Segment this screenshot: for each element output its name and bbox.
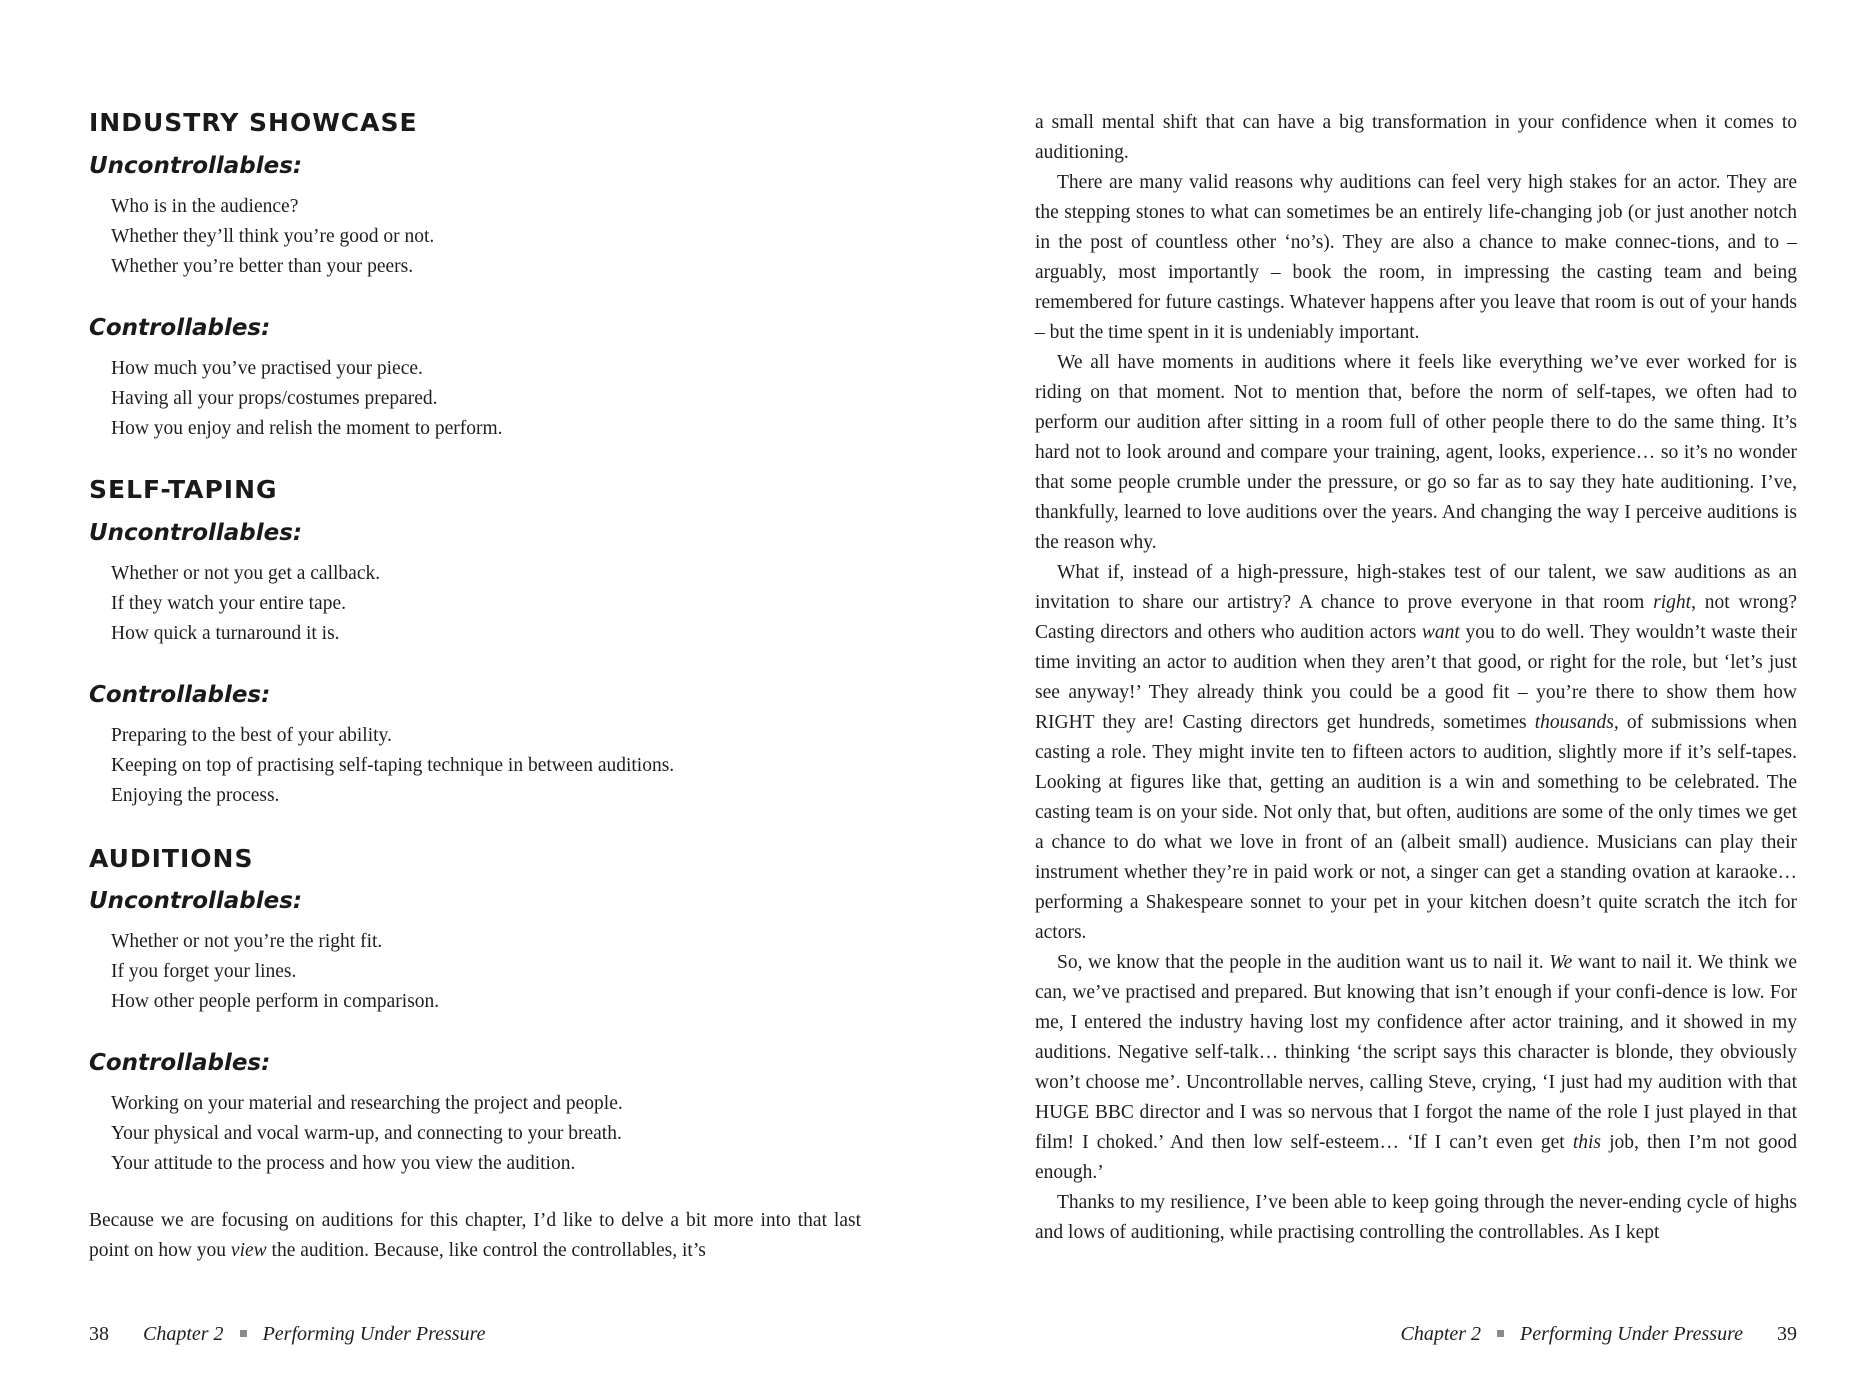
text-run: We all have moments in auditions where it feels like everything we’ve ever worked for is riding on that moment. Not to mention that, before the norm of self-tapes, we often had to perform our audition after sitting in a room full of other people there to do the same thing. It’s hard not to look around and compare your training, agent, looks, experience… so it’s no wonder that some people crumble under the pressure, or go so far as to say they hate auditioning. I’ve, thankfully, learned to love auditions over the years. And changing the way I perceive auditions is the reason why. bbox=[1035, 352, 1797, 553]
controllables-list bbox=[89, 1089, 623, 1179]
page-number: 39 bbox=[1777, 1323, 1797, 1345]
list-item: Working on your material and researching the project and people. bbox=[111, 1093, 623, 1114]
controllables-list bbox=[89, 721, 674, 811]
body-paragraph bbox=[1035, 108, 1797, 168]
controllables-heading: Controllables: bbox=[89, 315, 271, 341]
text-run: What if, instead of a high-pressure, high-stakes test of our talent, we saw auditions as an invitation to share our artistry? A chance to prove everyone in that room bbox=[1035, 562, 1797, 613]
section-heading: SELF-TAPING bbox=[89, 475, 278, 504]
right-page bbox=[1035, 0, 1797, 1400]
page-number: 38 bbox=[89, 1323, 109, 1345]
body-paragraph bbox=[1035, 168, 1797, 348]
list-item: How much you’ve practised your piece. bbox=[111, 358, 423, 379]
body-paragraph bbox=[1035, 948, 1797, 1188]
text-run: There are many valid reasons why auditions can feel very high stakes for an actor. They are the stepping stones to what can sometimes be an entirely life-changing job (or just another notch in the post of countless other ‘no’s). They are also a chance to make connec-tions, and to – arguably, most importantly – book the room, in impressing the casting team and being remembered for future castings. Whatever happens after you leave that room is out of your hands – but the time spent in it is undeniably important. bbox=[1035, 172, 1797, 343]
list-item: Having all your props/costumes prepared. bbox=[111, 388, 438, 409]
list-item: How you enjoy and relish the moment to perform. bbox=[111, 418, 503, 439]
running-title: Performing Under Pressure bbox=[262, 1323, 486, 1345]
italic-text: right bbox=[1653, 592, 1692, 613]
running-title: Performing Under Pressure bbox=[1520, 1323, 1743, 1345]
body-paragraph bbox=[1035, 348, 1797, 558]
section-heading: INDUSTRY SHOWCASE bbox=[89, 108, 418, 137]
text-run: a small mental shift that can have a big transformation in your confidence when it comes to auditioning. bbox=[1035, 112, 1797, 163]
text-run: , not wrong? Casting directors and others who audition actors bbox=[1035, 592, 1797, 643]
text-run: you to do well. They wouldn’t waste their time inviting an actor to audition when they aren’t that good, or right for the role, but ‘let’s just see anyway!’ They already think you could be a good fit – you’re there to show them how RIGHT they are! Casting directors get hundreds, sometimes bbox=[1035, 622, 1797, 733]
list-item: How other people perform in comparison. bbox=[111, 991, 440, 1012]
text-run: Thanks to my resilience, I’ve been able to keep going through the never-ending cycle of highs and lows of auditioning, while practising controlling the controllables. As I kept bbox=[1035, 1192, 1797, 1243]
list-item: Preparing to the best of your ability. bbox=[111, 725, 392, 746]
controllables-list bbox=[89, 354, 503, 444]
left-page bbox=[89, 0, 861, 1400]
list-item: Whether you’re better than your peers. bbox=[111, 256, 414, 277]
list-item: Whether or not you get a callback. bbox=[111, 563, 381, 584]
text-run: So, we know that the people in the audition want us to nail it. bbox=[1057, 952, 1550, 973]
list-item: How quick a turnaround it is. bbox=[111, 623, 340, 644]
controllables-heading: Controllables: bbox=[89, 682, 271, 708]
uncontrollables-list bbox=[89, 559, 380, 649]
list-item: Who is in the audience? bbox=[111, 196, 299, 217]
italic-text: thousands, bbox=[1534, 712, 1619, 733]
text-run: of submissions when casting a role. They might invite ten to fifteen actors to audition, slightly more if it’s self-tapes. Looking at figures like that, getting an audition is a win and something to be celebrated. The casting team is on your side. Not only that, but often, auditions are some of the only times we get a chance to do what we love in front of an (albeit small) audience. Musicians can play their instrument whether they’re in paid work or not, a singer can get a standing ovation at karaoke… performing a Shakespeare sonnet to your pet in your kitchen doesn’t quite scratch the itch for actors. bbox=[1035, 712, 1797, 943]
italic-text: We bbox=[1549, 952, 1573, 973]
list-item: Your physical and vocal warm-up, and connecting to your breath. bbox=[111, 1123, 622, 1144]
list-item: Whether or not you’re the right fit. bbox=[111, 931, 383, 952]
list-item: Whether they’ll think you’re good or not. bbox=[111, 226, 435, 247]
running-chapter: Chapter 2 bbox=[143, 1323, 224, 1345]
section-heading: AUDITIONS bbox=[89, 844, 254, 873]
list-item: Your attitude to the process and how you view the audition. bbox=[111, 1153, 576, 1174]
right-page-footer bbox=[1400, 1319, 1797, 1349]
italic-text: view bbox=[230, 1240, 267, 1261]
uncontrollables-heading: Uncontrollables: bbox=[89, 153, 303, 179]
uncontrollables-heading: Uncontrollables: bbox=[89, 520, 303, 546]
right-page-body bbox=[1035, 108, 1797, 1248]
italic-text: this bbox=[1572, 1132, 1602, 1153]
uncontrollables-list bbox=[89, 927, 439, 1017]
uncontrollables-heading: Uncontrollables: bbox=[89, 888, 303, 914]
text-run: the audition. Because, like control the controllables, it’s bbox=[266, 1240, 706, 1261]
body-paragraph bbox=[1035, 558, 1797, 948]
list-item: If they watch your entire tape. bbox=[111, 593, 346, 614]
italic-text: want bbox=[1421, 622, 1460, 643]
text-run: Because we are focusing on auditions for this chapter, I’d like to delve a bit more into that last point on how you bbox=[89, 1210, 861, 1261]
text-run: want to nail it. We think we can, we’ve practised and prepared. But knowing that isn’t enough if your confi-dence is low. For me, I entered the industry having lost my confidence after actor training, and it showed in my auditions. Negative self-talk… thinking ‘the script says this character is blonde, they obviously won’t choose me’. Uncontrollable nerves, calling Steve, crying, ‘I just had my audition with that HUGE BBC director and I was so nervous that I forgot the name of the role I just played in that film! I choked.’ And then low self-esteem… ‘If I can’t even get bbox=[1035, 952, 1798, 1153]
square-bullet-icon bbox=[240, 1330, 247, 1337]
left-page-footer bbox=[89, 1319, 486, 1349]
square-bullet-icon bbox=[1497, 1330, 1504, 1337]
uncontrollables-list bbox=[89, 192, 434, 282]
body-paragraph bbox=[1035, 1188, 1797, 1248]
list-item: Keeping on top of practising self-taping technique in between auditions. bbox=[111, 755, 675, 776]
list-item: Enjoying the process. bbox=[111, 785, 280, 806]
running-chapter: Chapter 2 bbox=[1400, 1323, 1482, 1345]
controllables-heading: Controllables: bbox=[89, 1050, 271, 1076]
text-run: job, then I’m not good enough.’ bbox=[1035, 1132, 1797, 1183]
list-item: If you forget your lines. bbox=[111, 961, 297, 982]
closing-paragraph bbox=[89, 1206, 861, 1266]
